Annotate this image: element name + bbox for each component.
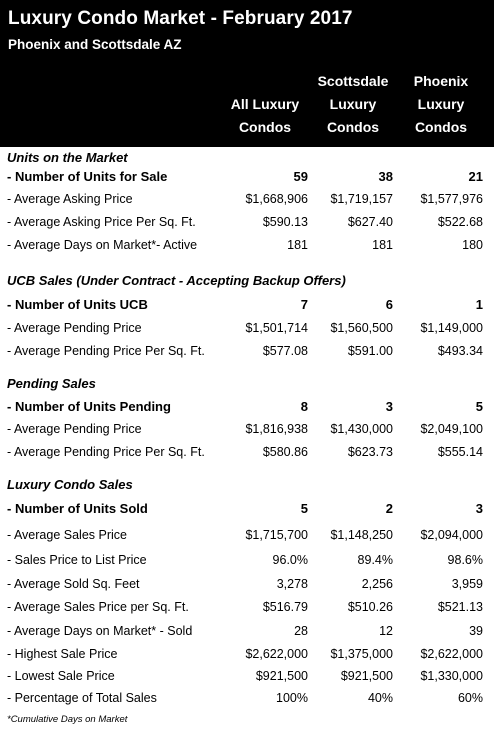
value-all: $590.13 <box>262 215 308 229</box>
column-header-line: Phoenix <box>413 73 469 89</box>
column-header-all <box>222 70 308 139</box>
table-row <box>0 688 494 710</box>
value-scottsdale: $510.26 <box>347 600 393 614</box>
value-phoenix: 5 <box>475 399 483 414</box>
column-header-line: Condos <box>326 119 380 135</box>
value-phoenix: $522.68 <box>437 215 483 229</box>
value-all: 100% <box>276 691 308 705</box>
table-row <box>0 442 494 464</box>
value-phoenix: 60% <box>457 691 483 705</box>
table-row <box>0 212 494 234</box>
value-phoenix: $2,622,000 <box>420 647 483 661</box>
report-title: Luxury Condo Market - February 2017 <box>8 8 353 29</box>
table-row <box>0 294 494 316</box>
section-title-pending-sales: Pending Sales <box>7 376 96 391</box>
header-divider <box>0 146 494 147</box>
table-row <box>0 189 494 211</box>
table-row <box>0 597 494 619</box>
row-label: - Average Asking Price <box>7 192 133 206</box>
value-all: $580.86 <box>262 445 308 459</box>
column-header-phoenix <box>398 70 484 139</box>
row-label: - Sales Price to List Price <box>7 553 147 567</box>
row-label: - Number of Units for Sale <box>7 169 168 184</box>
row-label: - Average Pending Price Per Sq. Ft. <box>7 445 205 459</box>
value-phoenix: $555.14 <box>437 445 483 459</box>
value-phoenix: 21 <box>468 169 483 184</box>
value-all: $1,501,714 <box>245 321 308 335</box>
value-scottsdale: 2 <box>385 501 393 516</box>
value-scottsdale: 12 <box>379 624 393 638</box>
section-title-units-on-market: Units on the Market <box>7 150 128 165</box>
value-scottsdale: 40% <box>367 691 393 705</box>
value-phoenix: $2,049,100 <box>420 422 483 436</box>
report-header <box>0 0 494 146</box>
value-phoenix: 1 <box>475 297 483 312</box>
value-phoenix: 98.6% <box>447 553 483 567</box>
row-label: - Highest Sale Price <box>7 647 118 661</box>
value-all: $577.08 <box>262 344 308 358</box>
table-row <box>0 550 494 572</box>
row-label: - Average Sold Sq. Feet <box>7 577 140 591</box>
section-title-luxury-condo-sales: Luxury Condo Sales <box>7 477 133 492</box>
value-all: $1,715,700 <box>245 528 308 542</box>
value-scottsdale: $623.73 <box>347 445 393 459</box>
table-row <box>0 396 494 418</box>
value-scottsdale: $1,430,000 <box>330 422 393 436</box>
value-scottsdale: $1,560,500 <box>330 321 393 335</box>
value-scottsdale: $1,719,157 <box>330 192 393 206</box>
value-all: 5 <box>300 501 308 516</box>
value-phoenix: $1,330,000 <box>420 669 483 683</box>
value-all: $1,816,938 <box>245 422 308 436</box>
row-label: - Average Days on Market*- Active <box>7 238 198 252</box>
footnote: *Cumulative Days on Market <box>7 714 128 725</box>
column-header-line <box>222 70 308 93</box>
value-scottsdale: 6 <box>385 297 393 312</box>
row-label: - Number of Units Sold <box>7 501 148 516</box>
value-scottsdale: 181 <box>372 238 393 252</box>
column-header-line: Luxury <box>329 96 377 112</box>
row-label: - Lowest Sale Price <box>7 669 115 683</box>
table-row <box>0 419 494 441</box>
row-label: - Number of Units UCB <box>7 297 148 312</box>
column-header-line: All Luxury <box>230 96 300 112</box>
value-all: 96.0% <box>272 553 308 567</box>
value-scottsdale: 89.4% <box>357 553 393 567</box>
table-row <box>0 525 494 547</box>
row-label: - Number of Units Pending <box>7 399 171 414</box>
row-label: - Average Sales Price per Sq. Ft. <box>7 600 189 614</box>
value-phoenix: $1,577,976 <box>420 192 483 206</box>
value-scottsdale: 2,256 <box>361 577 393 591</box>
value-all: 3,278 <box>276 577 308 591</box>
value-phoenix: $1,149,000 <box>420 321 483 335</box>
column-header-line: Luxury <box>417 96 465 112</box>
column-header-line: Scottsdale <box>317 73 389 89</box>
value-all: $921,500 <box>255 669 308 683</box>
row-label: - Average Asking Price Per Sq. Ft. <box>7 215 196 229</box>
value-scottsdale: $1,148,250 <box>330 528 393 542</box>
row-label: - Average Sales Price <box>7 528 127 542</box>
value-phoenix: 39 <box>469 624 483 638</box>
value-all: $516.79 <box>262 600 308 614</box>
value-phoenix: $521.13 <box>437 600 483 614</box>
value-phoenix: 3,959 <box>451 577 483 591</box>
value-scottsdale: $591.00 <box>347 344 393 358</box>
value-phoenix: 180 <box>462 238 483 252</box>
section-title-ucb-sales: UCB Sales (Under Contract - Accepting Backup Offers) <box>7 273 346 288</box>
table-row <box>0 621 494 643</box>
value-scottsdale: $1,375,000 <box>330 647 393 661</box>
value-scottsdale: $921,500 <box>340 669 393 683</box>
value-scottsdale: 38 <box>378 169 393 184</box>
row-label: - Average Pending Price <box>7 422 142 436</box>
table-row <box>0 666 494 688</box>
column-header-line: Condos <box>414 119 468 135</box>
table-row <box>0 235 494 257</box>
column-header-scottsdale <box>310 70 396 139</box>
table-row <box>0 166 494 188</box>
table-row <box>0 574 494 596</box>
row-label: - Percentage of Total Sales <box>7 691 157 705</box>
value-all: $1,668,906 <box>245 192 308 206</box>
value-all: 28 <box>294 624 308 638</box>
row-label: - Average Pending Price <box>7 321 142 335</box>
table-row <box>0 318 494 340</box>
column-header-line: Condos <box>238 119 292 135</box>
table-row <box>0 498 494 520</box>
value-all: 7 <box>300 297 308 312</box>
table-row <box>0 644 494 666</box>
row-label: - Average Pending Price Per Sq. Ft. <box>7 344 205 358</box>
value-all: 8 <box>300 399 308 414</box>
value-scottsdale: $627.40 <box>347 215 393 229</box>
value-phoenix: $2,094,000 <box>420 528 483 542</box>
value-all: $2,622,000 <box>245 647 308 661</box>
value-phoenix: 3 <box>475 501 483 516</box>
value-all: 59 <box>293 169 308 184</box>
value-all: 181 <box>287 238 308 252</box>
value-phoenix: $493.34 <box>437 344 483 358</box>
value-scottsdale: 3 <box>385 399 393 414</box>
report-subtitle: Phoenix and Scottsdale AZ <box>8 37 182 52</box>
table-row <box>0 341 494 363</box>
row-label: - Average Days on Market* - Sold <box>7 624 193 638</box>
